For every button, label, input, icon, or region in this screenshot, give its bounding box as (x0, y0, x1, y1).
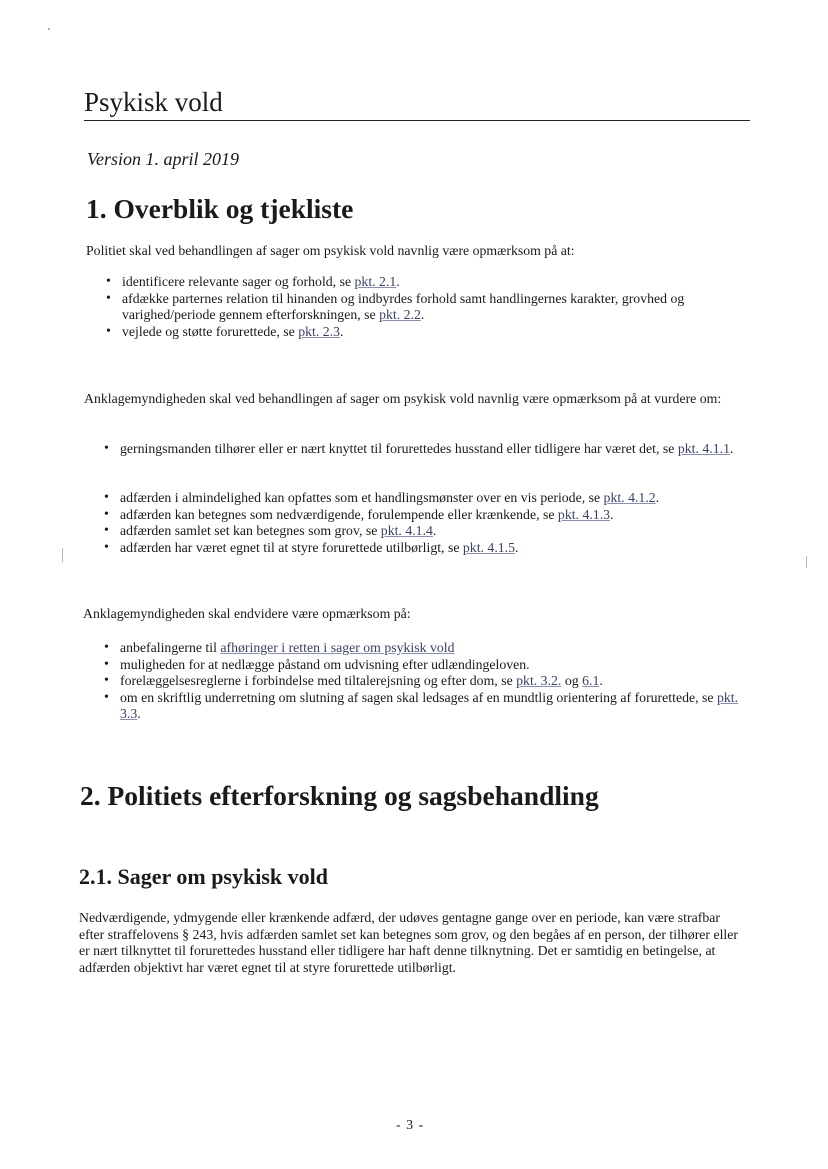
list-item: • om en skriftlig underretning om slutning af sagen skal ledsages af en mundtlig orientering af forurettede, se pkt. 3.3. (104, 690, 740, 723)
reference-link[interactable]: pkt. 3.3 (120, 689, 739, 721)
scan-speck (48, 28, 50, 30)
additional-checklist (104, 640, 740, 723)
reference-link[interactable]: afhøringer i retten i sager om psykisk vold (220, 640, 455, 655)
document-title: Psykisk vold (84, 87, 223, 117)
scan-edge-mark-left (62, 548, 63, 562)
reference-link[interactable]: pkt. 4.1.4 (380, 523, 433, 538)
section-2-1-paragraph: Nedværdigende, ydmygende eller krænkende adfærd, der udøves gentagne gange over en periode, kan være strafbar efter straffelovens § 243, hvis adfærden samlet set kan betegnes som grov, og den begåes af en person, der tilhører eller er nært tilknyttet til forurettedes husstand eller tidligere har haft denne tilknytning. Det er samtidig en betingelse, at adfærden objektivt har været egnet til at styre forurettede utilbørligt. (79, 910, 738, 975)
police-checklist (106, 274, 736, 340)
prosecution-intro: Anklagemyndigheden skal ved behandlingen af sager om psykisk vold navnlig være opmærksom på at vurdere om: (84, 391, 722, 406)
reference-link[interactable]: pkt. 4.1.5 (462, 539, 516, 555)
additional-intro: Anklagemyndigheden skal endvidere være opmærksom på: (83, 606, 411, 621)
list-item: • muligheden for at nedlægge påstand om udvisning efter udlændingeloven. (104, 657, 740, 674)
reference-link[interactable]: 6.1 (582, 673, 600, 688)
list-item: • anbefalingerne til afhøringer i retten i sager om psykisk vold (104, 640, 740, 657)
section-1-heading: 1. Overblik og tjekliste (86, 193, 354, 224)
title-underline (84, 120, 750, 121)
prosecution-checklist-first (104, 441, 736, 458)
list-item: • adfærden kan betegnes som nedværdigende, forulempende eller krænkende, se pkt. 4.1.3. (104, 507, 736, 524)
list-item: • afdække parternes relation til hinanden og indbyrdes forhold samt handlingernes karakter, grovhed og varighed/periode gennem efterforskningen, se pkt. 2.2. (106, 291, 736, 324)
reference-link[interactable]: pkt. 3.2. (516, 673, 562, 688)
reference-link[interactable]: pkt. 2.1 (354, 274, 397, 289)
prosecution-checklist (104, 490, 736, 556)
list-item: • adfærden samlet set kan betegnes som grov, se pkt. 4.1.4. (104, 523, 736, 540)
section-2-heading: 2. Politiets efterforskning og sagsbehandling (80, 780, 599, 811)
reference-link[interactable]: pkt. 4.1.1 (677, 441, 730, 456)
section-2-1-heading: 2.1. Sager om psykisk vold (79, 864, 328, 889)
page-number: - 3 - (396, 1118, 425, 1133)
reference-link[interactable]: pkt. 4.1.2 (603, 490, 656, 505)
list-item: • adfærden har været egnet til at styre forurettede utilbørligt, se pkt. 4.1.5. (104, 540, 736, 557)
list-item: • adfærden i almindelighed kan opfattes som et handlingsmønster over en vis periode, se pkt. 4.1.2. (104, 490, 736, 507)
list-item: • forelæggelsesreglerne i forbindelse med tiltalerejsning og efter dom, se pkt. 3.2. og 6.1. (104, 673, 740, 690)
police-intro: Politiet skal ved behandlingen af sager om psykisk vold navnlig være opmærksom på at: (86, 243, 575, 258)
reference-link[interactable]: pkt. 4.1.3 (557, 506, 611, 522)
list-item: • vejlede og støtte forurettede, se pkt. 2.3. (106, 324, 736, 341)
scan-edge-mark-right (806, 556, 807, 568)
reference-link[interactable]: pkt. 2.3 (298, 323, 341, 339)
version-label: Version 1. april 2019 (87, 149, 240, 169)
list-item: • identificere relevante sager og forhold, se pkt. 2.1. (106, 274, 736, 291)
reference-link[interactable]: pkt. 2.2 (379, 307, 421, 322)
list-item: • gerningsmanden tilhører eller er nært knyttet til forurettedes husstand eller tidligere har været det, se pkt. 4.1.1. (104, 441, 736, 458)
